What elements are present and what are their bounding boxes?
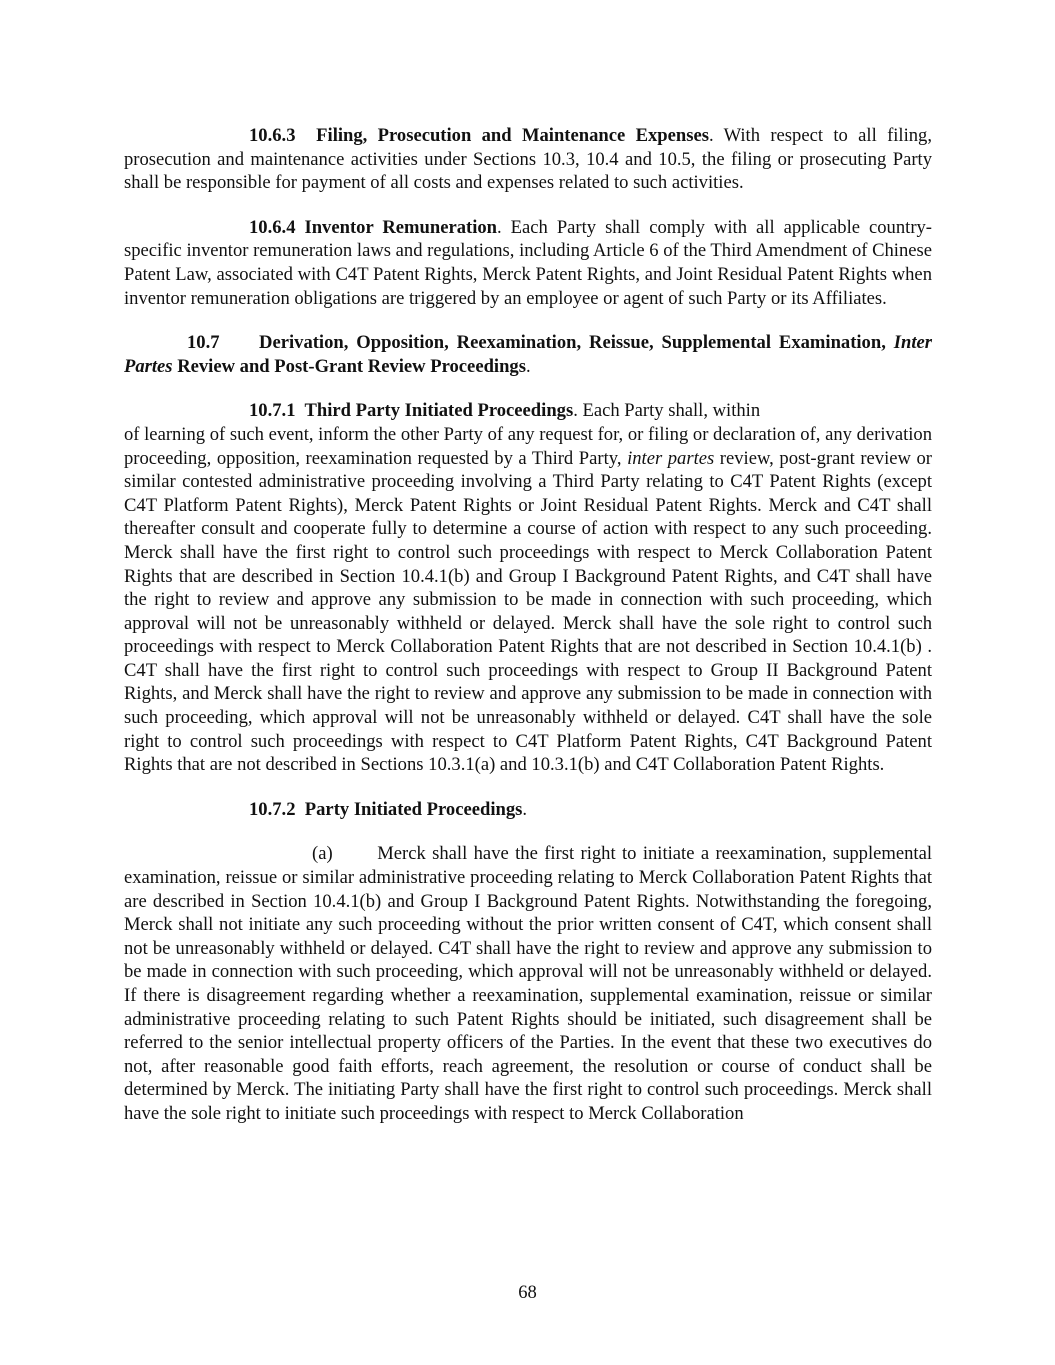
section-10-7-1-heading: Third Party Initiated Proceedings [304,400,574,422]
section-10-7-number: 10.7 [187,332,220,354]
section-10-6-3-heading: Filing, Prosecution and Maintenance Expenses [316,125,709,146]
section-10-6-4-heading: Inventor Remuneration [304,216,498,238]
section-10-6-3 [124,124,932,195]
section-10-7-2-a-body: Merck shall have the first right to initiate a reexamination, supplemental examination, reissue or similar administrative proceeding relating to Merck Collaboration Patent Rights that are described in Section 10.4.1(b) and Group I Background Patent Rights. Notwithstanding the foregoing, Merck shall not initiate any such proceeding without the prior written consent of C4T, which consent shall not be unreasonably withheld or delayed. C4T shall have the right to review and approve any submission to be made in connection with such proceeding, which approval will not be unreasonably withheld or delayed. If there is disagreement regarding whether a reexamination, supplemental examination, reissue or similar administrative proceeding relating to such Patent Rights should be initiated, such disagreement shall be referred to the senior intellectual property officers of the Parties. In the event that these two executives do not, after reasonable good faith efforts, reach agreement, the resolution or course of conduct shall be determined by Merck. The initiating Party shall have the first right to control such proceedings. Merck shall have the sole right to initiate such proceedings with respect to Merck Collaboration [124,843,932,1124]
section-10-7-heading-part2: Review and Post-Grant Review Proceedings [172,355,526,377]
section-10-7-heading-italic: Inter Partes [124,332,932,377]
document-page [124,124,932,1126]
section-10-7-2 [124,798,932,822]
section-10-7-1-first-line-text: . Each Party shall, within [573,400,761,422]
section-10-7-2-heading: Party Initiated Proceedings [304,798,523,820]
section-10-7-2-number: 10.7.2 [249,798,296,820]
section-10-7-2-a [124,842,932,1125]
section-10-7-1 [124,399,932,777]
section-10-7-1-body [124,423,932,777]
section-10-7-1-body-italic: inter partes [627,447,715,469]
section-10-7-2-heading-end: . [522,798,528,820]
section-10-7-2-a-label: (a) [312,843,333,865]
section-10-7-1-first-line [124,399,932,423]
section-10-6-3-number: 10.6.3 [249,125,296,146]
section-10-6-4 [124,216,932,310]
section-10-6-3-body: . With respect to all filing, prosecution and maintenance activities under Sections 10.3, 10.4 and 10.5, the filing or prosecuting Party shall be responsible for payment of all costs and expenses related to such activities. [124,125,932,194]
section-10-7-1-number: 10.7.1 [249,400,296,422]
section-10-7-1-body-part1: of learning of such event, inform the other Party of any request for, or filing or declaration of, any derivation proceeding, opposition, reexamination requested by a Third Party, [124,423,932,469]
section-10-7 [124,331,932,378]
section-10-7-heading-end: . [525,355,531,377]
section-10-7-heading-part1: Derivation, Opposition, Reexamination, Reissue, Supplemental Examination, [259,332,894,354]
page-number: 68 [518,1282,537,1303]
section-10-7-1-body-part2: review, post-grant review or similar contested administrative proceeding involving a Third Party relating to C4T Patent Rights (except C4T Platform Patent Rights), Merck Patent Rights or Joint Residual Patent Rights. Merck and C4T shall thereafter consult and cooperate fully to determine a course of action with respect to any such proceeding. Merck shall have the first right to control such proceedings with respect to Merck Collaboration Patent Rights that are described in Section 10.4.1(b) and Group I Background Patent Rights, and C4T shall have the right to review and approve any submission to be made in connection with such proceeding, which approval will not be unreasonably withheld or delayed. Merck shall have the sole right to control such proceedings with respect to Merck Collaboration Patent Rights that are not described in Section 10.4.1(b) . C4T shall have the first right to control such proceedings with respect to Group II Background Patent Rights, and Merck shall have the right to review and approve any submission to be made in connection with such proceeding, which approval will not be unreasonably withheld or delayed. C4T shall have the sole right to control such proceedings with respect to C4T Platform Patent Rights, C4T Background Patent Rights that are not described in Sections 10.3.1(a) and 10.3.1(b) and C4T Collaboration Patent Rights. [124,447,932,776]
section-10-6-4-body: . Each Party shall comply with all applicable country-specific inventor remuneration laws and regulations, including Article 6 of the Third Amendment of Chinese Patent Law, associated with C4T Patent Rights, Merck Patent Rights, and Joint Residual Patent Rights when inventor remuneration obligations are triggered by an employee or agent of such Party or its Affiliates. [124,216,932,309]
section-10-6-4-number: 10.6.4 [249,216,296,238]
